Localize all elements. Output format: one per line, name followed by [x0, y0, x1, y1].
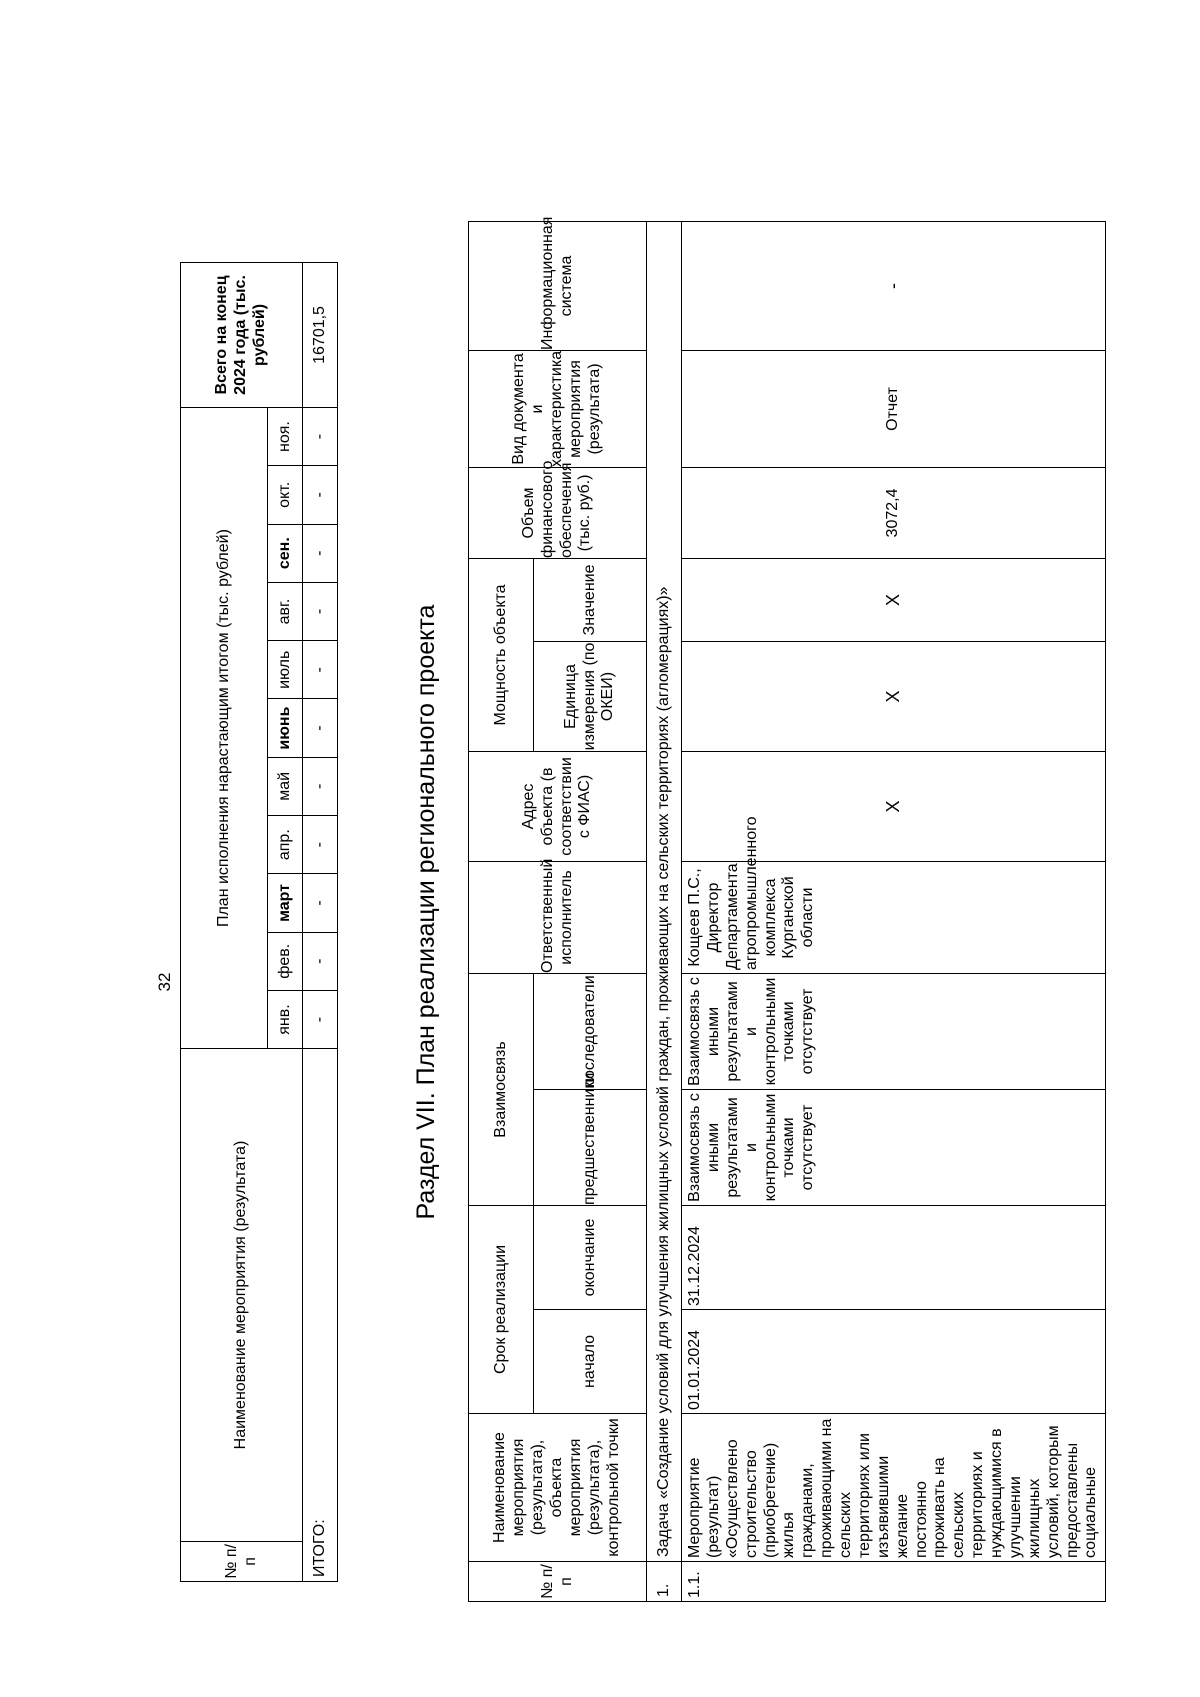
task-num: 1.	[647, 1562, 682, 1602]
month-header: сен.	[268, 524, 303, 582]
month-header: май	[268, 757, 303, 815]
impl-header-capacity: Мощность объекта	[469, 558, 534, 751]
impl-header-doc-type: Вид документа и характеристика мероприятия (результата)	[469, 350, 647, 467]
impl-header-start: начало	[534, 1310, 647, 1414]
implementation-plan-table	[468, 216, 1106, 1602]
impl-header-info-system: Информационная система	[469, 221, 647, 350]
row-executor: Кощеев П.С., Директор Департамента агропромышленного комплекса Курганской области	[682, 861, 1106, 973]
month-header: март	[268, 874, 303, 932]
row-predecessors: Взаимосвязь с иными результатами и контрольными точками отсутствует	[682, 1089, 1106, 1205]
impl-header-name: Наименование мероприятия (результата), объекта мероприятия (результата), контрольной точки	[469, 1414, 647, 1562]
task-text: Задача «Создание условий для улучшения жилищных условий граждан, проживающих на сельских территориях (агломерациях)»	[647, 350, 682, 1561]
month-header: апр.	[268, 816, 303, 874]
row-unit: X	[682, 641, 1106, 751]
impl-header-unit: Единица измерения (по ОКЕИ)	[534, 641, 647, 751]
plan-header-plan: План исполнения нарастающим итогом (тыс. рублей)	[181, 407, 268, 1048]
total-row-grand: 16701,5	[303, 263, 338, 408]
impl-header-successors: последователи	[534, 973, 647, 1089]
row-start: 01.01.2024	[682, 1310, 1106, 1414]
total-row-value: -	[303, 757, 338, 815]
month-header: окт.	[268, 466, 303, 524]
row-doc-type: Отчет	[682, 350, 1106, 467]
total-row-value: -	[303, 407, 338, 465]
month-header: фев.	[268, 932, 303, 990]
table-row	[682, 221, 1106, 1601]
impl-header-finance: Объем финансового обеспечения (тыс. руб.)	[469, 467, 647, 558]
section-title: Раздел VII. План реализации регионального проекта	[412, 604, 440, 1220]
total-row-value: -	[303, 874, 338, 932]
month-header: июль	[268, 641, 303, 699]
month-header: янв.	[268, 990, 303, 1048]
row-address: X	[682, 751, 1106, 861]
month-header: июнь	[268, 699, 303, 757]
impl-header-executor: Ответственный исполнитель	[469, 861, 647, 973]
row-num: 1.1.	[682, 1562, 1106, 1602]
impl-header-predecessors: предшественники	[534, 1089, 647, 1205]
task-empty-cell	[647, 221, 682, 350]
total-row-value: -	[303, 990, 338, 1048]
total-row-value: -	[303, 466, 338, 524]
total-row-value: -	[303, 524, 338, 582]
rotated-page	[150, 62, 1100, 1642]
total-row-value: -	[303, 699, 338, 757]
row-value: X	[682, 558, 1106, 641]
impl-header-num: № п/п	[469, 1562, 647, 1602]
total-row-value: -	[303, 641, 338, 699]
total-row-label: ИТОГО:	[303, 1049, 338, 1582]
row-name: Мероприятие (результат) «Осуществлено строительство (приобретение) жилья гражданами, проживающими на сельских территориях или изъявившими желание постоянно проживать на сельских территориях и нуждающимися в улучшении жилищных условий, которым предоставлены социальные	[682, 1414, 1106, 1562]
row-info-system: -	[682, 221, 1106, 350]
impl-header-end: окончание	[534, 1205, 647, 1309]
impl-header-address: Адрес объекта (в соответствии с ФИАС)	[469, 751, 647, 861]
page-number: 32	[155, 972, 174, 992]
plan-execution-table	[180, 262, 338, 1582]
row-successors: Взаимосвязь с иными результатами и контрольными точками отсутствует	[682, 973, 1106, 1089]
impl-header-relation: Взаимосвязь	[469, 973, 534, 1205]
month-header: авг.	[268, 582, 303, 640]
total-row-value: -	[303, 932, 338, 990]
impl-header-period: Срок реализации	[469, 1205, 534, 1413]
impl-header-value: Значение	[534, 558, 647, 641]
plan-header-num: № п/п	[181, 1541, 303, 1581]
row-end: 31.12.2024	[682, 1205, 1106, 1309]
total-row-value: -	[303, 816, 338, 874]
row-finance: 3072,4	[682, 467, 1106, 558]
plan-header-name: Наименование мероприятия (результата)	[181, 1049, 303, 1542]
plan-header-total: Всего на конец 2024 года (тыс. рублей)	[181, 263, 303, 408]
month-header: ноя.	[268, 407, 303, 465]
total-row-value: -	[303, 582, 338, 640]
